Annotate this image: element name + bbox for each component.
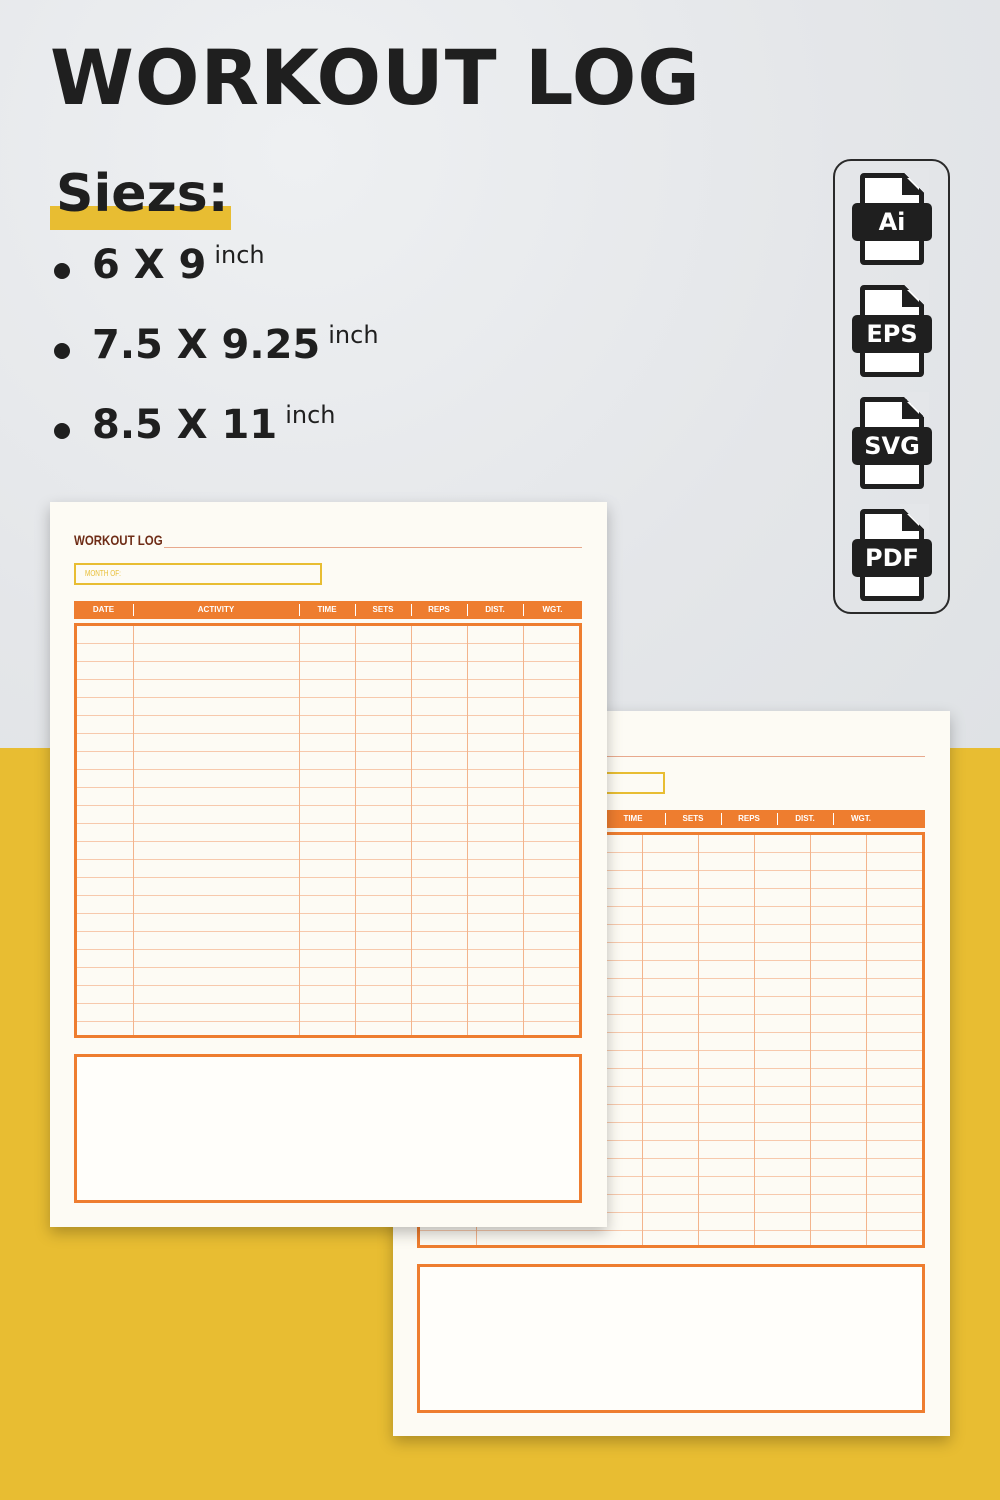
sizes-heading-group [50, 164, 229, 224]
size-item [54, 241, 379, 325]
notes-box [417, 1264, 925, 1413]
column-header: ACTIVITY [197, 605, 235, 614]
page-title: WORKOUT LOG [50, 33, 701, 122]
size-list [54, 241, 379, 485]
month-label: MONTH OF: [85, 569, 121, 578]
column-header: SETS [372, 605, 394, 614]
column-header: SETS [682, 814, 704, 823]
planner-title: WORKOUT LOG [74, 532, 163, 548]
size-dimensions: 6 X 9 [92, 242, 207, 288]
ai-file-icon [852, 173, 932, 265]
column-header: DIST. [795, 814, 815, 823]
format-label: EPS [852, 315, 932, 353]
month-field [74, 563, 322, 585]
bullet-icon [54, 263, 70, 279]
file-formats-panel [833, 159, 950, 614]
svg-file-icon [852, 397, 932, 489]
sizes-heading: Siezs: [56, 164, 229, 224]
size-dimensions: 8.5 X 11 [92, 402, 278, 448]
planner-sheet-front [50, 502, 607, 1227]
notes-box [74, 1054, 582, 1203]
bullet-icon [54, 343, 70, 359]
table-header [601, 810, 925, 828]
format-label: PDF [852, 539, 932, 577]
eps-file-icon [852, 285, 932, 377]
column-header: TIME [317, 605, 337, 614]
size-item [54, 321, 379, 405]
size-unit: inch [285, 401, 336, 429]
column-header: REPS [428, 605, 450, 614]
size-dimensions: 7.5 X 9.25 [92, 322, 321, 368]
size-unit: inch [214, 241, 265, 269]
column-header: WGT. [851, 814, 871, 823]
size-unit: inch [328, 321, 379, 349]
column-header: DATE [92, 605, 115, 614]
title-rule [164, 547, 582, 548]
size-item [54, 401, 379, 485]
bullet-icon [54, 423, 70, 439]
column-header: REPS [738, 814, 760, 823]
log-table [74, 623, 582, 1038]
column-header: TIME [623, 814, 643, 823]
table-header [74, 601, 582, 619]
format-label: SVG [852, 427, 932, 465]
pdf-file-icon [852, 509, 932, 601]
format-label: Ai [852, 203, 932, 241]
column-header: WGT. [542, 605, 563, 614]
column-header: DIST. [485, 605, 505, 614]
